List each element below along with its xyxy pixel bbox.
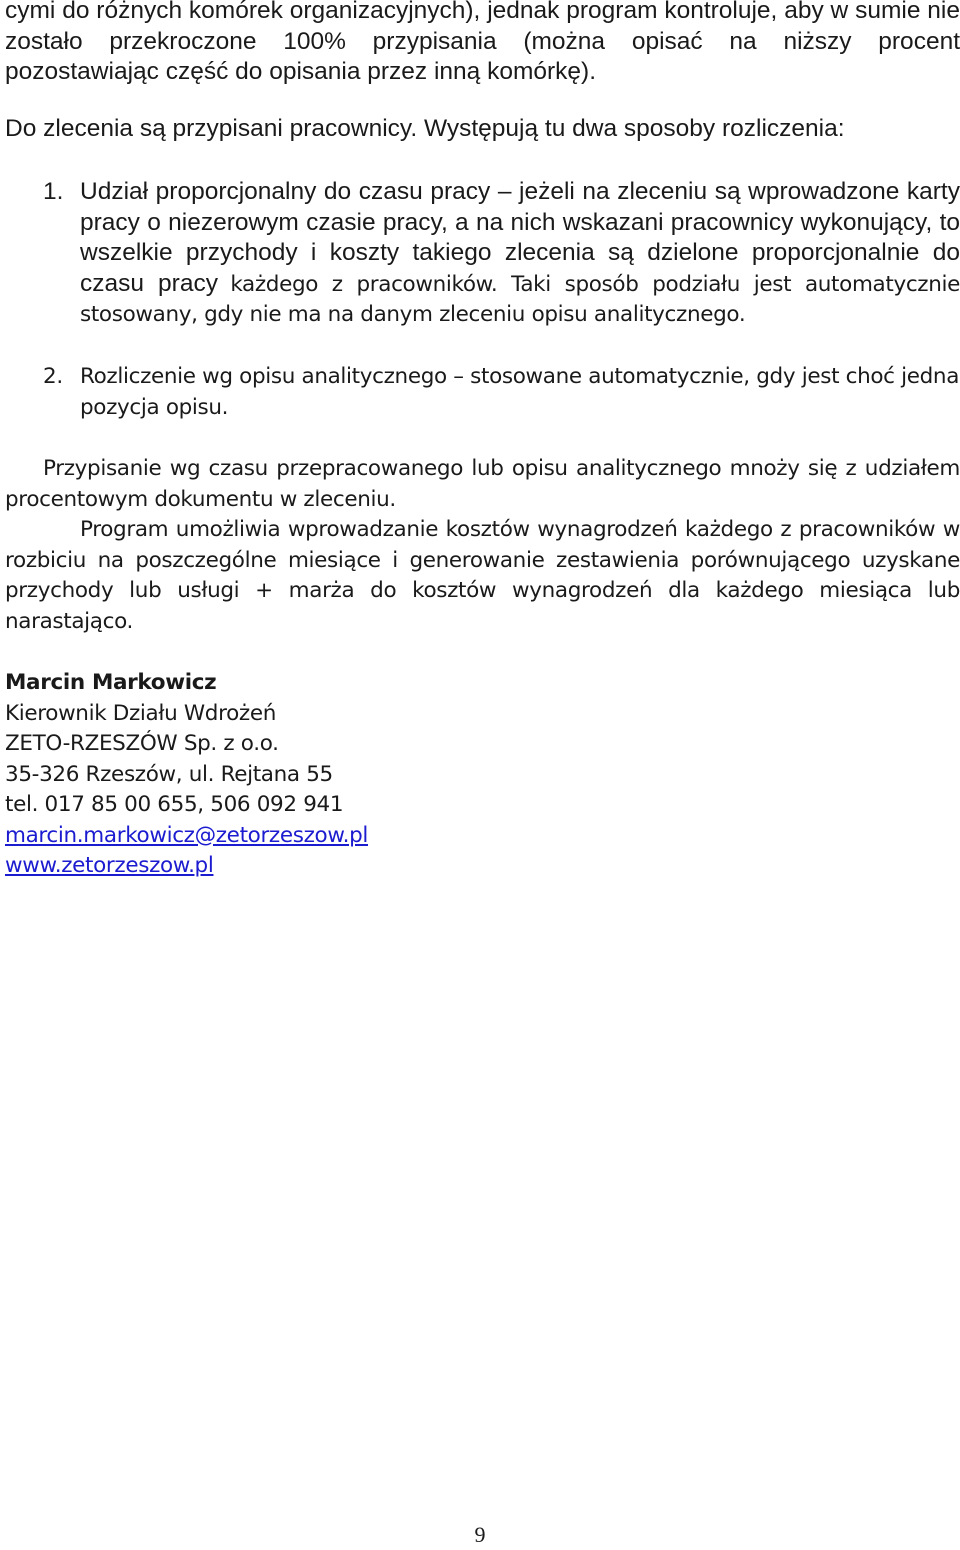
- email-link[interactable]: marcin.markowicz@zetorzeszow.pl: [5, 822, 369, 848]
- list-number-1: 1.: [43, 178, 64, 205]
- paragraph-program: Program umożliwia wprowadzanie kosztów wynagrodzeń każdego z pracowników w rozbiciu na poszczególne miesiące i generowanie zestawienia porównującego uzyskane przychody lub usługi + marża do kosztów wynagrodzeń dla każdego miesiąca lub narastająco.: [5, 517, 960, 634]
- paragraph-continuation: cymi do różnych komórek organizacyjnych), jednak program kontroluje, aby w sumie nie zostało przekroczone 100% przypisania (można opisać na niższy procent pozostawiając część do opisania przez inną komórkę).: [5, 0, 960, 85]
- website-link[interactable]: www.zetorzeszow.pl: [5, 853, 214, 878]
- contact-name: Marcin Markowicz: [5, 670, 217, 695]
- paragraph-assignment: Przypisanie wg czasu przepracowanego lub opisu analitycznego mnoży się z udziałem procentowym dokumentu w zleceniu.: [5, 456, 960, 512]
- list-item-1-text-b: każdego z pracowników. Taki sposób podziału jest automatycznie stosowany, gdy nie ma na danym zleceniu opisu analitycznego.: [80, 271, 960, 327]
- contact-address: 35-326 Rzeszów, ul. Rejtana 55: [5, 761, 333, 787]
- contact-block: [5, 668, 368, 882]
- list-item-1-text-a: Udział proporcjonalny do czasu pracy – jeżeli na zleceniu są wprowadzone karty pracy o niezerowym czasie pracy, a na nich wskazani pracownicy wykonujący, to wszelkie przychody i koszty takiego zlecenia są dzielone proporcjonalnie do czasu pracy: [80, 178, 960, 297]
- list-item-2: [5, 362, 960, 423]
- page-number: 9: [474, 1522, 486, 1547]
- list-item-1: [5, 177, 960, 331]
- list-item-2-text: Rozliczenie wg opisu analitycznego – stosowane automatycznie, gdy jest choć jedna pozycja opisu.: [80, 364, 960, 420]
- paragraph-intro: Do zlecenia są przypisani pracownicy. Występują tu dwa sposoby rozliczenia:: [5, 115, 845, 142]
- list-number-2: 2.: [43, 364, 63, 389]
- contact-phone: tel. 017 85 00 655, 506 092 941: [5, 792, 344, 817]
- contact-company: ZETO-RZESZÓW Sp. z o.o.: [5, 731, 279, 756]
- contact-position: Kierownik Działu Wdrożeń: [5, 700, 277, 726]
